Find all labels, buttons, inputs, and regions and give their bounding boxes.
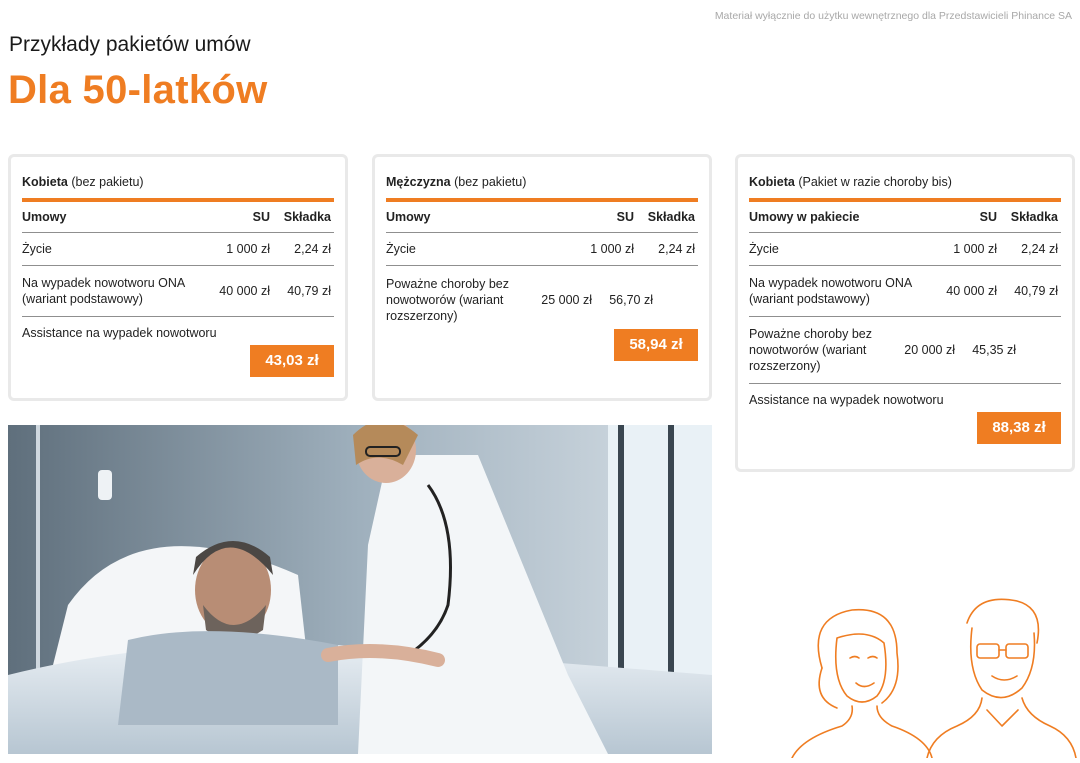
row-premium: 40,79 zł: [287, 284, 331, 298]
card-person: Mężczyzna: [386, 175, 451, 189]
assistance-label: Assistance na wypadek nowotworu: [22, 326, 217, 340]
total-premium-badge: 88,38 zł: [977, 412, 1061, 444]
row-name: Poważne choroby bez nowotworów (wariant rozszerzony): [386, 276, 509, 323]
row-su: 20 000 zł: [904, 343, 955, 357]
card-variant: (Pakiet w razie choroby bis): [798, 175, 952, 189]
row-premium: 56,70 zł: [609, 292, 653, 307]
table-header-row: [22, 202, 334, 233]
card-person: Kobieta: [22, 175, 68, 189]
senior-couple-line-illustration: [782, 598, 1078, 758]
column-header-su: SU: [616, 210, 634, 224]
row-name: Życie: [749, 242, 779, 256]
row-name: Na wypadek nowotworu ONA (wariant podstawowy): [749, 276, 912, 306]
page-title: Dla 50-latków: [8, 68, 268, 112]
row-premium: 2,24 zł: [658, 242, 695, 256]
row-name: Życie: [386, 242, 416, 256]
table-row: [749, 317, 1061, 384]
table-header-row: [749, 202, 1061, 233]
disclaimer-text: Materiał wyłącznie do użytku wewnętrznego dla Przedstawicieli Phinance SA: [714, 10, 1072, 22]
column-header-premium: Składka: [647, 210, 695, 224]
table-row: [22, 233, 334, 266]
column-header-premium: Składka: [1010, 210, 1058, 224]
row-name: Poważne choroby bez nowotworów (wariant rozszerzony): [749, 327, 872, 373]
column-header-contracts: Umowy: [22, 210, 67, 224]
row-name: Na wypadek nowotworu ONA (wariant podstawowy): [22, 276, 185, 306]
row-premium: 2,24 zł: [1021, 242, 1058, 256]
column-header-su: SU: [252, 210, 270, 224]
card-header: [749, 175, 1061, 202]
row-premium: 40,79 zł: [1014, 284, 1058, 298]
package-card-woman-basic: [8, 154, 348, 401]
assistance-label: Assistance na wypadek nowotworu: [749, 393, 944, 407]
row-premium: 2,24 zł: [294, 242, 331, 256]
column-header-su: SU: [979, 210, 997, 224]
card-person: Kobieta: [749, 175, 795, 189]
table-row: [22, 266, 334, 317]
table-header-row: [386, 202, 698, 233]
row-su: 40 000 zł: [946, 284, 997, 298]
table-row: [386, 266, 698, 333]
page-subtitle: Przykłady pakietów umów: [9, 33, 251, 56]
table-row: [749, 233, 1061, 266]
card-variant: (bez pakietu): [454, 175, 527, 189]
total-premium-badge: 58,94 zł: [614, 329, 698, 361]
row-su: 1 000 zł: [953, 242, 997, 256]
table-row: [749, 266, 1061, 317]
column-header-contracts: Umowy w pakiecie: [749, 210, 860, 224]
package-card-woman-bundle: [735, 154, 1075, 472]
column-header-premium: Składka: [283, 210, 331, 224]
total-premium-badge: 43,03 zł: [250, 345, 334, 377]
row-su: 40 000 zł: [219, 284, 270, 298]
row-su: 1 000 zł: [226, 242, 270, 256]
row-su: 25 000 zł: [541, 292, 592, 307]
package-card-man-basic: [372, 154, 712, 401]
row-su: 1 000 zł: [590, 242, 634, 256]
row-name: Życie: [22, 242, 52, 256]
card-header: [22, 175, 334, 202]
card-header: [386, 175, 698, 202]
hospital-doctor-patient-photo: [8, 425, 712, 754]
row-premium: 45,35 zł: [972, 343, 1016, 357]
column-header-contracts: Umowy: [386, 210, 431, 224]
table-row: [386, 233, 698, 266]
card-variant: (bez pakietu): [71, 175, 144, 189]
